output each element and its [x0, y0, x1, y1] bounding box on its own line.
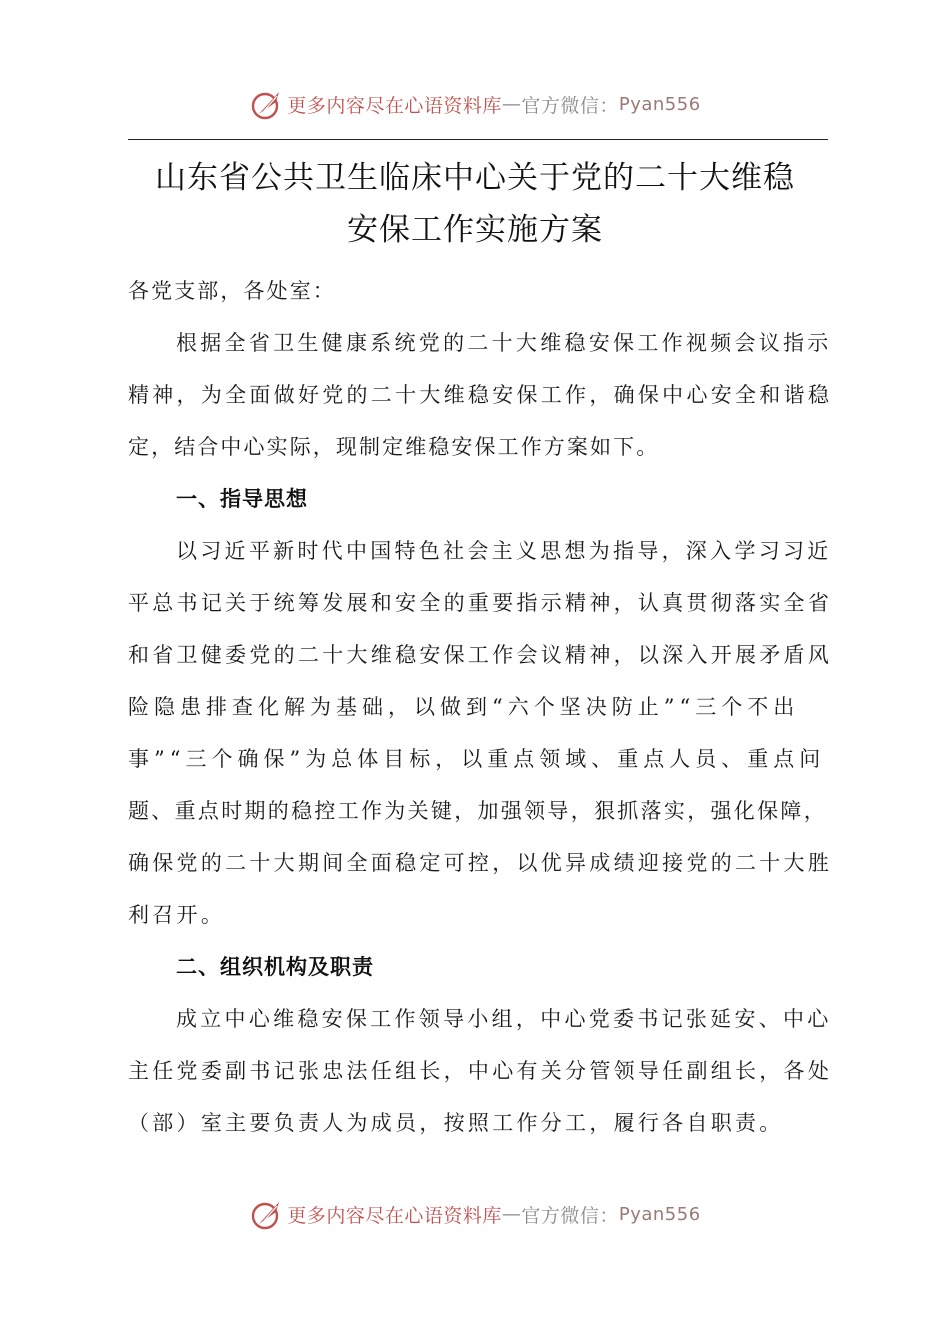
section-1-line-8: 利召开。 — [128, 903, 226, 927]
section-1-line-7: 确保党的二十大期间全面稳定可控，以优异成绩迎接党的二十大胜 — [128, 851, 833, 875]
section-2-line-1: 成立中心维稳安保工作领导小组，中心党委书记张延安、中心 — [176, 1007, 832, 1031]
document-title-line-1: 山东省公共卫生临床中心关于党的二十大维稳 — [155, 160, 795, 196]
bottom-watermark-banner — [0, 1194, 950, 1234]
section-1-heading: 一、指导思想 — [176, 487, 308, 511]
section-2-line-3: （部）室主要负责人为成员，按照工作分工，履行各自职责。 — [128, 1111, 784, 1135]
intro-line-1: 根据全省卫生健康系统党的二十大维稳安保工作视频会议指示 — [176, 331, 832, 355]
section-1-line-4: 险隐患排查化解为基础，以做到“六个坚决防止”“三个不出 — [128, 695, 800, 719]
banner-dash: — — [501, 93, 522, 115]
section-2-heading: 二、组织机构及职责 — [176, 955, 374, 979]
banner-promo-text: 更多内容尽在心语资料库 — [287, 94, 502, 117]
quill-logo-icon — [249, 86, 285, 122]
banner-wechat-label: 官方微信： — [521, 94, 619, 117]
banner-promo-text: 更多内容尽在心语资料库 — [287, 1204, 502, 1227]
banner-dash: — — [501, 1203, 522, 1225]
banner-wechat-id: Pyan556 — [618, 93, 701, 115]
document-title-line-2: 安保工作实施方案 — [347, 212, 603, 248]
header-divider — [128, 139, 828, 140]
intro-line-3: 定，结合中心实际，现制定维稳安保工作方案如下。 — [128, 435, 660, 459]
section-1-line-3: 和省卫健委党的二十大维稳安保工作会议精神，以深入开展矛盾风 — [128, 643, 833, 667]
section-1-line-2: 平总书记关于统筹发展和安全的重要指示精神，认真贯彻落实全省 — [128, 591, 833, 615]
section-1-line-5: 事”“三个确保”为总体目标，以重点领域、重点人员、重点问 — [128, 747, 826, 771]
banner-wechat-label: 官方微信： — [521, 1204, 619, 1227]
salutation: 各党支部，各处室： — [128, 279, 336, 303]
section-1-line-1: 以习近平新时代中国特色社会主义思想为指导，深入学习习近 — [176, 539, 832, 563]
section-1-line-6: 题、重点时期的稳控工作为关键，加强领导，狠抓落实，强化保障， — [128, 799, 827, 823]
intro-line-2: 精神，为全面做好党的二十大维稳安保工作，确保中心安全和谐稳 — [128, 383, 833, 407]
quill-logo-icon — [249, 1196, 285, 1232]
section-2-line-2: 主任党委副书记张忠法任组长，中心有关分管领导任副组长，各处 — [128, 1059, 833, 1083]
banner-wechat-id: Pyan556 — [618, 1203, 701, 1225]
top-watermark-banner — [0, 84, 950, 124]
